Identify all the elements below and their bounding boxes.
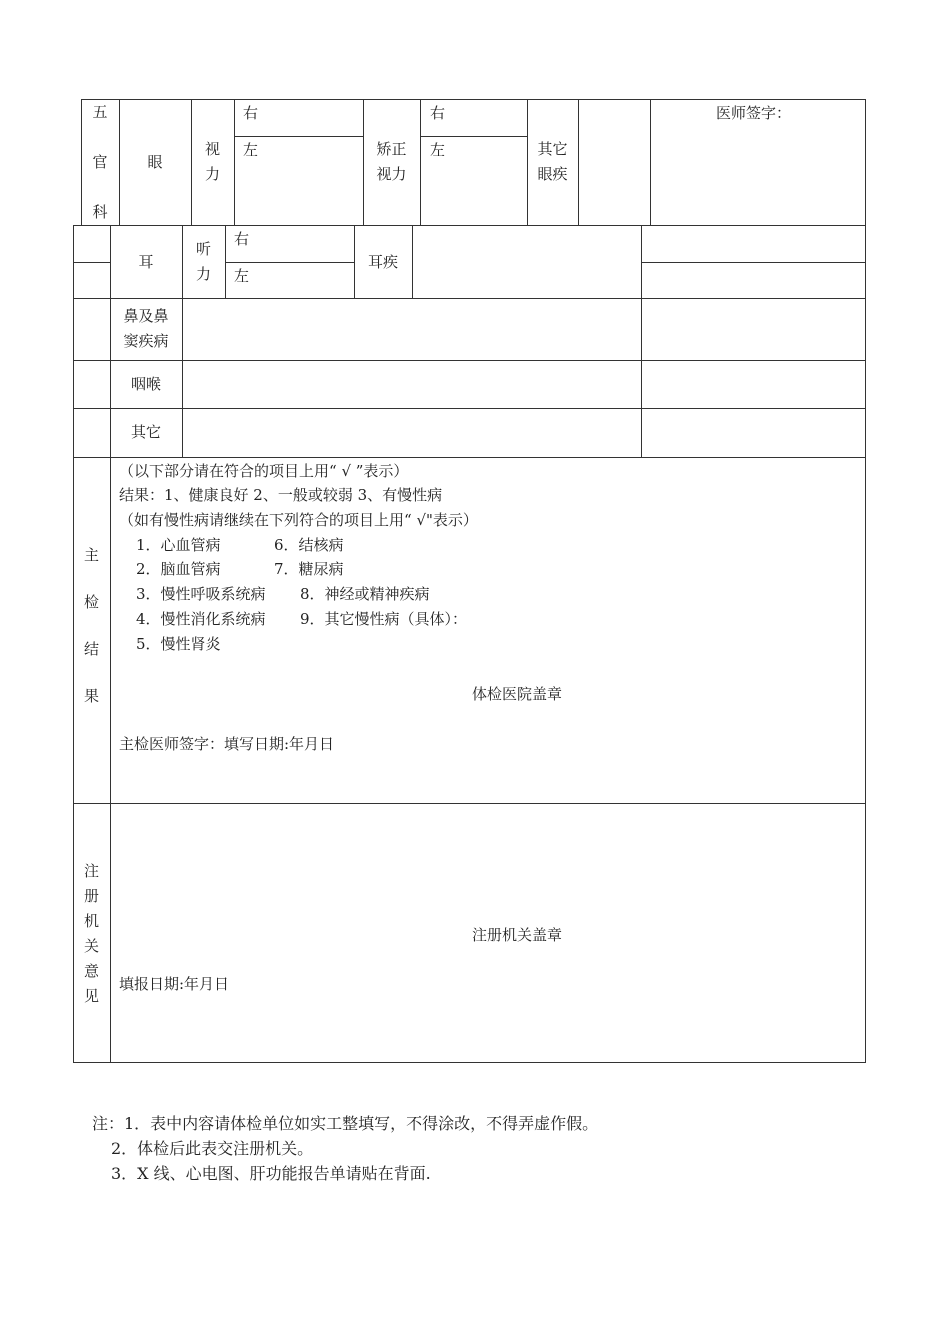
other-eye-disease-field[interactable] <box>578 99 650 225</box>
note-line: 注：1．表中内容请体检单位如实工整填写，不得涂改，不得弄虚作假。 <box>92 1114 599 1133</box>
eye-label: 眼 <box>147 152 163 171</box>
other-label: 其它 <box>130 423 161 441</box>
vision-right-field[interactable]: 右 <box>243 104 259 122</box>
note-line: 3．X 线、心电图、肝功能报告单请贴在背面. <box>111 1164 431 1183</box>
disease-option[interactable]: 2．脑血管病 <box>136 560 221 578</box>
ear-label: 耳 <box>138 252 154 271</box>
chief-exam-label: 主 检 结 果 <box>83 546 99 705</box>
chronic-instruction: （如有慢性病请继续在下列符合的项目上用“ √"表示） <box>119 511 478 529</box>
doctor-signature-field[interactable]: 医师签字： <box>716 104 792 122</box>
nose-sinus-label: 鼻及鼻 窦疾病 <box>123 307 169 350</box>
corrected-vision-label: 矫正 视力 <box>376 140 407 183</box>
corrected-right-field[interactable]: 右 <box>430 104 446 122</box>
result-options[interactable]: 结果：1、健康良好 2、一般或较弱 3、有慢性病 <box>119 486 443 504</box>
registry-fill-date[interactable]: 填报日期:年月日 <box>119 975 230 993</box>
ear-disease-label: 耳疾 <box>367 252 398 271</box>
corrected-left-field[interactable]: 左 <box>430 141 446 159</box>
hospital-stamp-label: 体检医院盖章 <box>472 685 563 703</box>
ear-disease-field[interactable] <box>412 225 641 299</box>
disease-option[interactable]: 7．糖尿病 <box>274 560 344 578</box>
chief-signature-date[interactable]: 主检医师签字：填写日期:年月日 <box>119 735 335 753</box>
disease-option[interactable]: 8．神经或精神疾病 <box>300 585 430 603</box>
disease-option[interactable]: 4．慢性消化系统病 <box>136 610 266 628</box>
check-instruction: （以下部分请在符合的项目上用“ √ ”表示） <box>119 462 409 480</box>
disease-option[interactable]: 3．慢性呼吸系统病 <box>136 585 266 603</box>
disease-option[interactable]: 5．慢性肾炎 <box>136 635 221 653</box>
other-field[interactable] <box>182 408 641 457</box>
note-line: 2．体检后此表交注册机关。 <box>111 1139 314 1158</box>
throat-label: 咽喉 <box>130 374 161 393</box>
registry-opinion-label: 注 册 机 关 意 见 <box>83 862 99 1005</box>
disease-option[interactable]: 1．心血管病 <box>136 536 221 554</box>
vision-left-field[interactable]: 左 <box>243 141 259 159</box>
other-eye-disease-label: 其它 眼疾 <box>537 140 568 183</box>
hearing-label: 听 力 <box>195 240 211 283</box>
disease-option[interactable]: 6．结核病 <box>274 536 344 554</box>
nose-sinus-field[interactable] <box>182 298 641 360</box>
hearing-left-field[interactable]: 左 <box>234 267 250 285</box>
dept-label: 五 官 科 <box>92 103 108 221</box>
hearing-right-field[interactable]: 右 <box>234 230 250 248</box>
disease-option[interactable]: 9．其它慢性病（具体）： <box>300 610 468 628</box>
vision-label: 视 力 <box>204 140 220 183</box>
registry-stamp-label: 注册机关盖章 <box>472 926 563 944</box>
throat-field[interactable] <box>182 360 641 408</box>
